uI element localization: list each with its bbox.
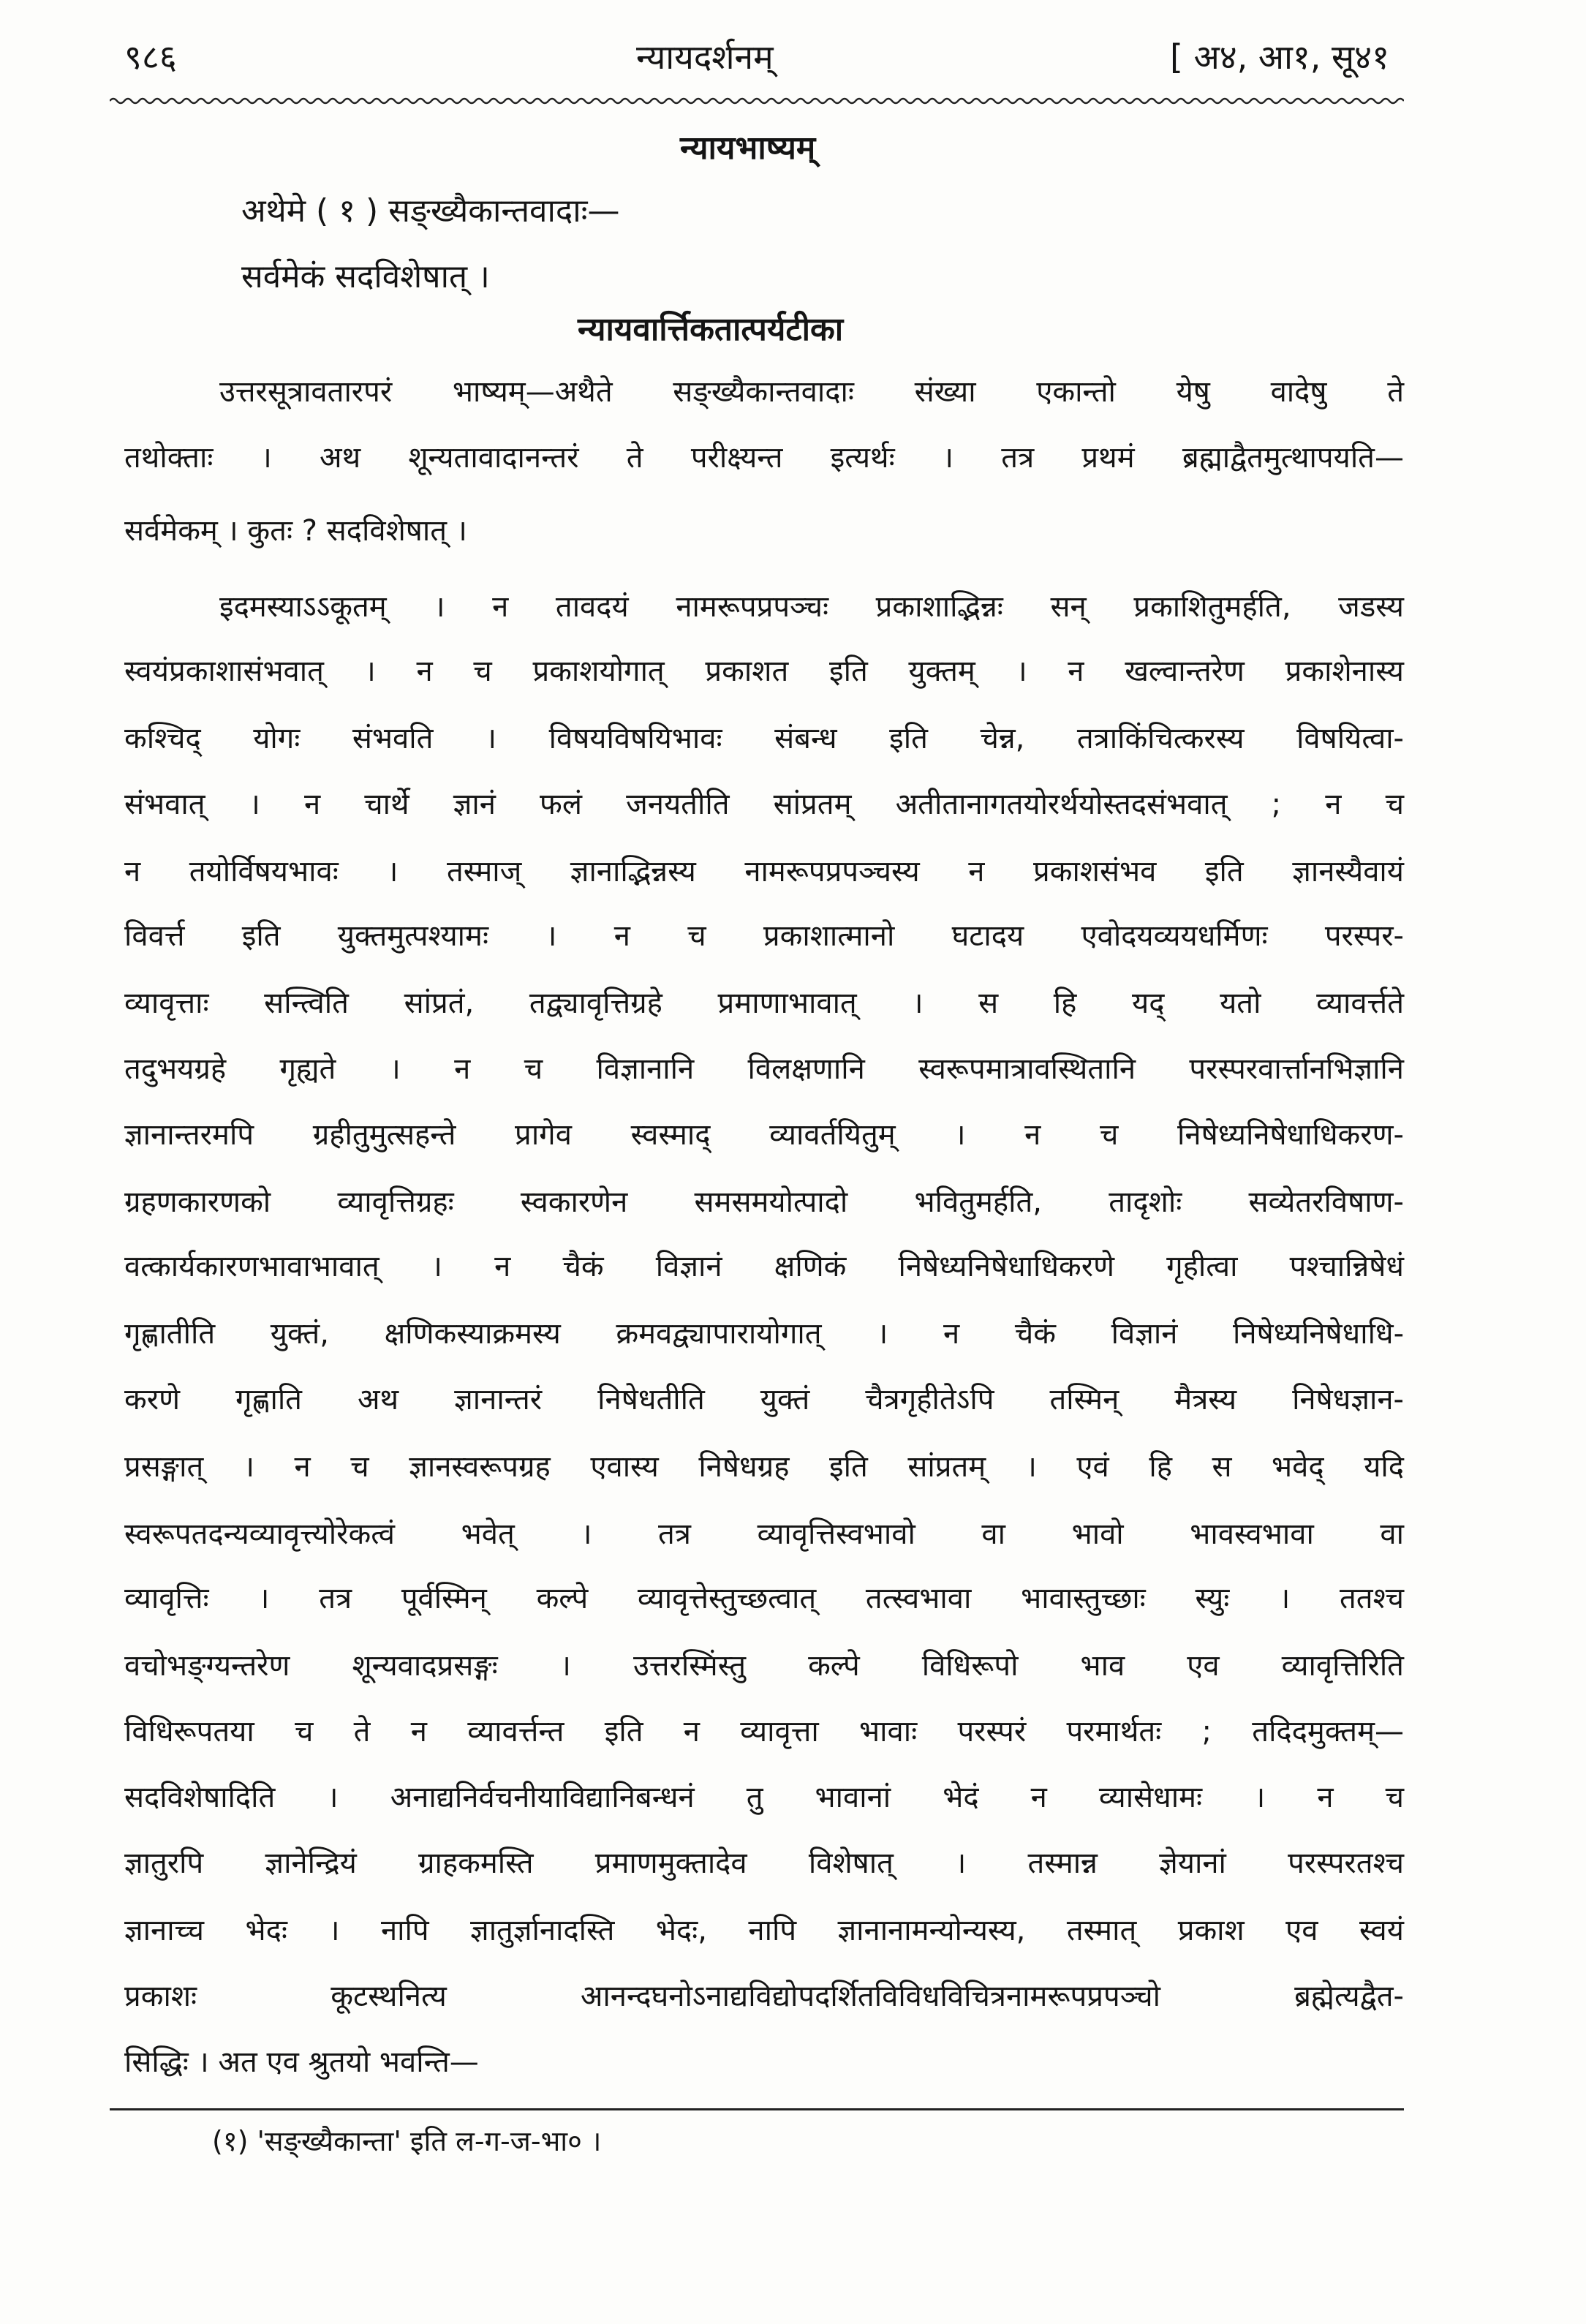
tika-line: ज्ञातुरपि ज्ञानेन्द्रियं ग्राहकमस्ति प्रमाणमुक्तादेव विशेषात् । तस्मान्न ज्ञेयानां परस्परतश्च — [124, 1846, 1404, 1880]
running-title: न्यायदर्शनम् — [636, 37, 774, 77]
tika-line: इदमस्याऽऽकूतम् । न तावदयं नामरूपप्रपञ्चः प्रकाशाद्भिन्नः सन् प्रकाशितुमर्हति, जडस्य — [219, 590, 1404, 624]
tika-line: प्रसङ्गात् । न च ज्ञानस्वरूपग्रह एवास्य निषेधग्रह इति सांप्रतम् । एवं हि स भवेद् यदि — [124, 1450, 1404, 1484]
tika-line: वचोभङ्ग्यन्तरेण शून्यवादप्रसङ्गः । उत्तरस्मिंस्तु कल्पे विधिरूपो भाव एव व्यावृत्तिरिति — [124, 1649, 1404, 1683]
tika-line: करणे गृह्णाति अथ ज्ञानान्तरं निषेधतीति युक्तं चैत्रगृहीतेऽपि तस्मिन् मैत्रस्य निषेधज्ञान- — [124, 1383, 1404, 1416]
page-header — [110, 28, 1404, 86]
tika-line: प्रकाशः कूटस्थनित्य आनन्दघनोऽनाद्यविद्योपदर्शितविविधविचित्रनामरूपप्रपञ्चो ब्रह्मेत्यद्वैत- — [124, 1980, 1404, 2013]
tika-line: विवर्त्त इति युक्तमुत्पश्यामः । न च प्रकाशात्मानो घटादय एवोदयव्ययधर्मिणः परस्पर- — [124, 919, 1404, 953]
tika-line: गृह्णातीति युक्तं, क्षणिकस्याक्रमस्य क्रमवद्व्यापारायोगात् । न चैकं विज्ञानं निषेध्यनिषेधाधि- — [124, 1317, 1404, 1351]
tika-line: व्यावृत्ताः सन्त्विति सांप्रतं, तद्व्यावृत्तिग्रहे प्रमाणाभावात् । स हि यद् यतो व्यावर्त्तते — [124, 986, 1404, 1020]
tika-line: ज्ञानान्तरमपि ग्रहीतुमुत्सहन्ते प्रागेव स्वस्माद् व्यावर्तयितुम् । न च निषेध्यनिषेधाधिकरण- — [124, 1118, 1404, 1152]
header-wavy-rule — [110, 94, 1404, 108]
tika-line: सर्वमेकम् । कुतः ? सदविशेषात् । — [124, 514, 467, 548]
tika-line: कश्चिद् योगः संभवति । विषयविषयिभावः संबन्ध इति चेन्न, तत्राकिंचित्करस्य विषयित्वा- — [124, 722, 1404, 755]
section-reference: [ अ४, आ१, सू४१ — [1170, 37, 1389, 77]
tika-line: स्वयंप्रकाशासंभवात् । न च प्रकाशयोगात् प्रकाशत इति युक्तम् । न खल्वान्तरेण प्रकाशेनास्य — [124, 654, 1404, 688]
tika-line: उत्तरसूत्रावतारपरं भाष्यम्—अथैते सङ्ख्यैकान्तवादाः संख्या एकान्तो येषु वादेषु ते — [219, 375, 1404, 409]
tika-line: ग्रहणकारणको व्यावृत्तिग्रहः स्वकारणेन समसमयोत्पादो भवितुमर्हति, तादृशोः सव्येतरविषाण- — [124, 1185, 1404, 1219]
tika-line: सदविशेषादिति । अनाद्यनिर्वचनीयाविद्यानिबन्धनं तु भावानां भेदं न व्यासेधामः । न च — [124, 1781, 1404, 1814]
tika-line: व्यावृत्तिः । तत्र पूर्वस्मिन् कल्पे व्यावृत्तेस्तुच्छत्वात् तत्स्वभावा भावास्तुच्छाः स्युः । ततश्च — [124, 1582, 1404, 1615]
tika-line: ज्ञानाच्च भेदः । नापि ज्ञातुर्ज्ञानादस्ति भेदः, नापि ज्ञानानामन्योन्यस्य, तस्मात् प्रकाश एव स्वयं — [124, 1914, 1404, 1947]
tika-line: तदुभयग्रहे गृह्यते । न च विज्ञानानि विलक्षणानि स्वरूपमात्रावस्थितानि परस्परवार्त्तानभिज्ञानि — [124, 1052, 1404, 1086]
tika-line: न तयोर्विषयभावः । तस्माज् ज्ञानाद्भिन्नस्य नामरूपप्रपञ्चस्य न प्रकाशसंभव इति ज्ञानस्यैवायं — [124, 855, 1404, 889]
page-number: ९८६ — [124, 37, 177, 77]
tika-line: सिद्धिः । अत एव श्रुतयो भवन्ति— — [124, 2045, 479, 2079]
tika-line: वत्कार्यकारणभावाभावात् । न चैकं विज्ञानं क्षणिकं निषेध्यनिषेधाधिकरणे गृहीत्वा पश्चान्निषेधं — [124, 1250, 1404, 1283]
bhashya-line-1: अथेमे ( १ ) सङ्ख्यैकान्तवादाः— — [241, 192, 620, 230]
footnote: (१) 'सङ्ख्यैकान्ता' इति ल-ग-ज-भा० । — [212, 2125, 602, 2157]
footnote-rule — [110, 2108, 1404, 2110]
tika-title: न्यायवार्त्तिकतात्पर्यटीका — [578, 311, 844, 348]
tika-line: स्वरूपतदन्यव्यावृत्त्योरेकत्वं भवेत् । तत्र व्यावृत्तिस्वभावो वा भावो भावस्वभावा वा — [124, 1517, 1404, 1551]
tika-line: विधिरूपतया च ते न व्यावर्त्तन्त इति न व्यावृत्ता भावाः परस्परं परमार्थतः ; तदिदमुक्तम्— — [124, 1715, 1404, 1748]
bhashya-title: न्यायभाष्यम् — [680, 129, 816, 167]
tika-line: संभवात् । न चार्थे ज्ञानं फलं जनयतीति सांप्रतम् अतीतानागतयोरर्थयोस्तदसंभवात् ; न च — [124, 788, 1404, 821]
tika-line: तथोक्ताः । अथ शून्यतावादानन्तरं ते परीक्ष्यन्त इत्यर्थः । तत्र प्रथमं ब्रह्माद्वैतमुत्थापयति— — [124, 441, 1404, 475]
bhashya-line-2: सर्वमेकं सदविशेषात् । — [241, 258, 490, 295]
